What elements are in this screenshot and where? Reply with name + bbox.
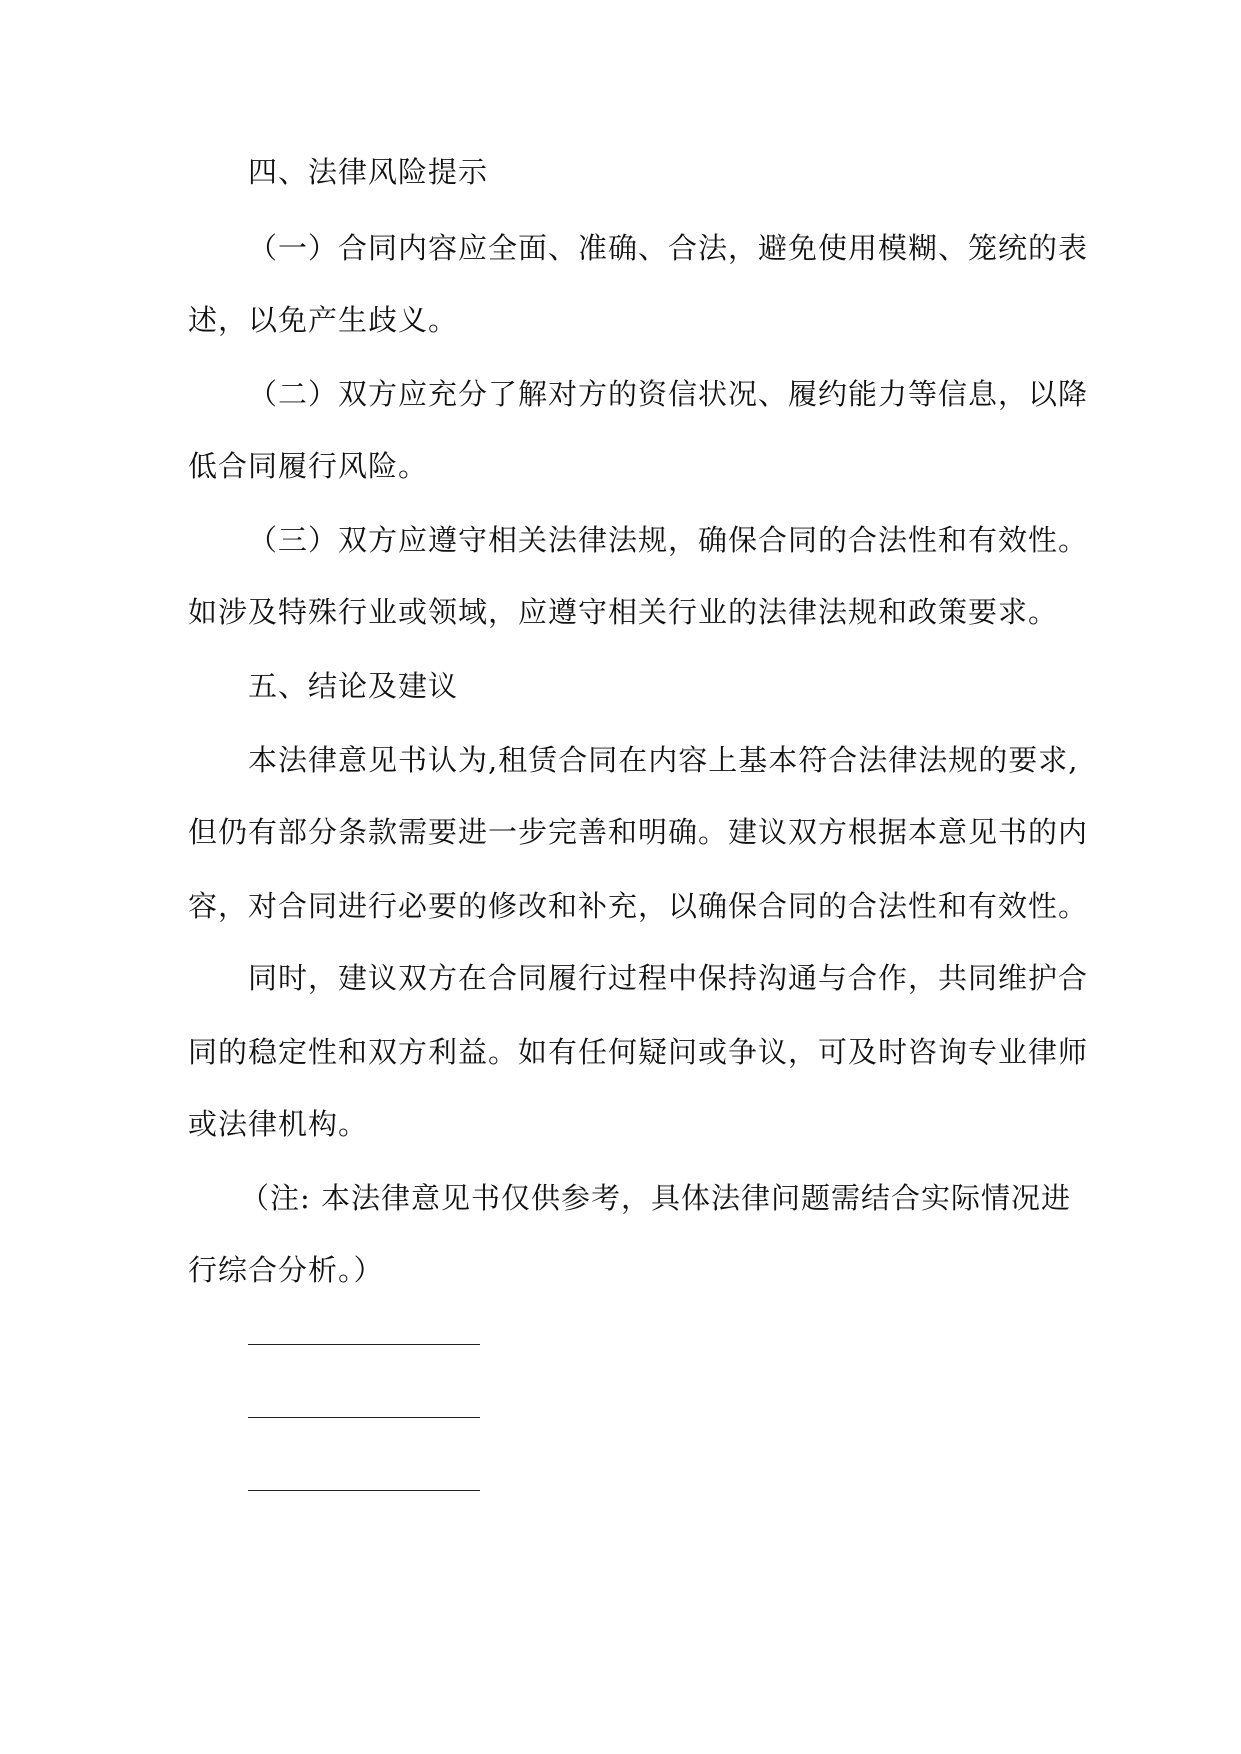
risk-item-2-line-1: （二）双方应充分了解对方的资信状况、履约能力等信息，以降 bbox=[248, 377, 1089, 411]
section-5-heading: 五、结论及建议 bbox=[248, 669, 459, 703]
section-4-heading: 四、法律风险提示 bbox=[248, 155, 489, 189]
risk-item-3-line-2: 如涉及特殊行业或领域，应遵守相关行业的法律法规和政策要求。 bbox=[188, 595, 1059, 629]
risk-item-1-line-1: （一）合同内容应全面、准确、合法，避免使用模糊、笼统的表 bbox=[248, 231, 1089, 265]
risk-item-3-line-1: （三）双方应遵守相关法律法规，确保合同的合法性和有效性。 bbox=[248, 523, 1089, 557]
signature-line bbox=[248, 1417, 480, 1418]
risk-item-2-line-2: 低合同履行风险。 bbox=[188, 449, 429, 483]
conclusion-para-2-line-2: 同的稳定性和双方利益。如有任何疑问或争议，可及时咨询专业律师 bbox=[188, 1035, 1089, 1069]
conclusion-para-1-line-3: 容，对合同进行必要的修改和补充，以确保合同的合法性和有效性。 bbox=[188, 889, 1089, 923]
signature-line bbox=[248, 1490, 480, 1491]
disclaimer-note-line-1: （注: 本法律意见书仅供参考，具体法律问题需结合实际情况进 bbox=[240, 1181, 1071, 1215]
conclusion-para-1-line-1: 本法律意见书认为,租赁合同在内容上基本符合法律法规的要求, bbox=[248, 743, 1079, 777]
disclaimer-note-line-2: 行综合分析。） bbox=[188, 1253, 384, 1287]
risk-item-1-line-2: 述，以免产生歧义。 bbox=[188, 303, 459, 337]
conclusion-para-2-line-3: 或法律机构。 bbox=[188, 1107, 369, 1141]
conclusion-para-1-line-2: 但仍有部分条款需要进一步完善和明确。建议双方根据本意见书的内 bbox=[188, 815, 1089, 849]
conclusion-para-2-line-1: 同时，建议双方在合同履行过程中保持沟通与合作，共同维护合 bbox=[248, 961, 1089, 995]
signature-line bbox=[248, 1344, 480, 1345]
